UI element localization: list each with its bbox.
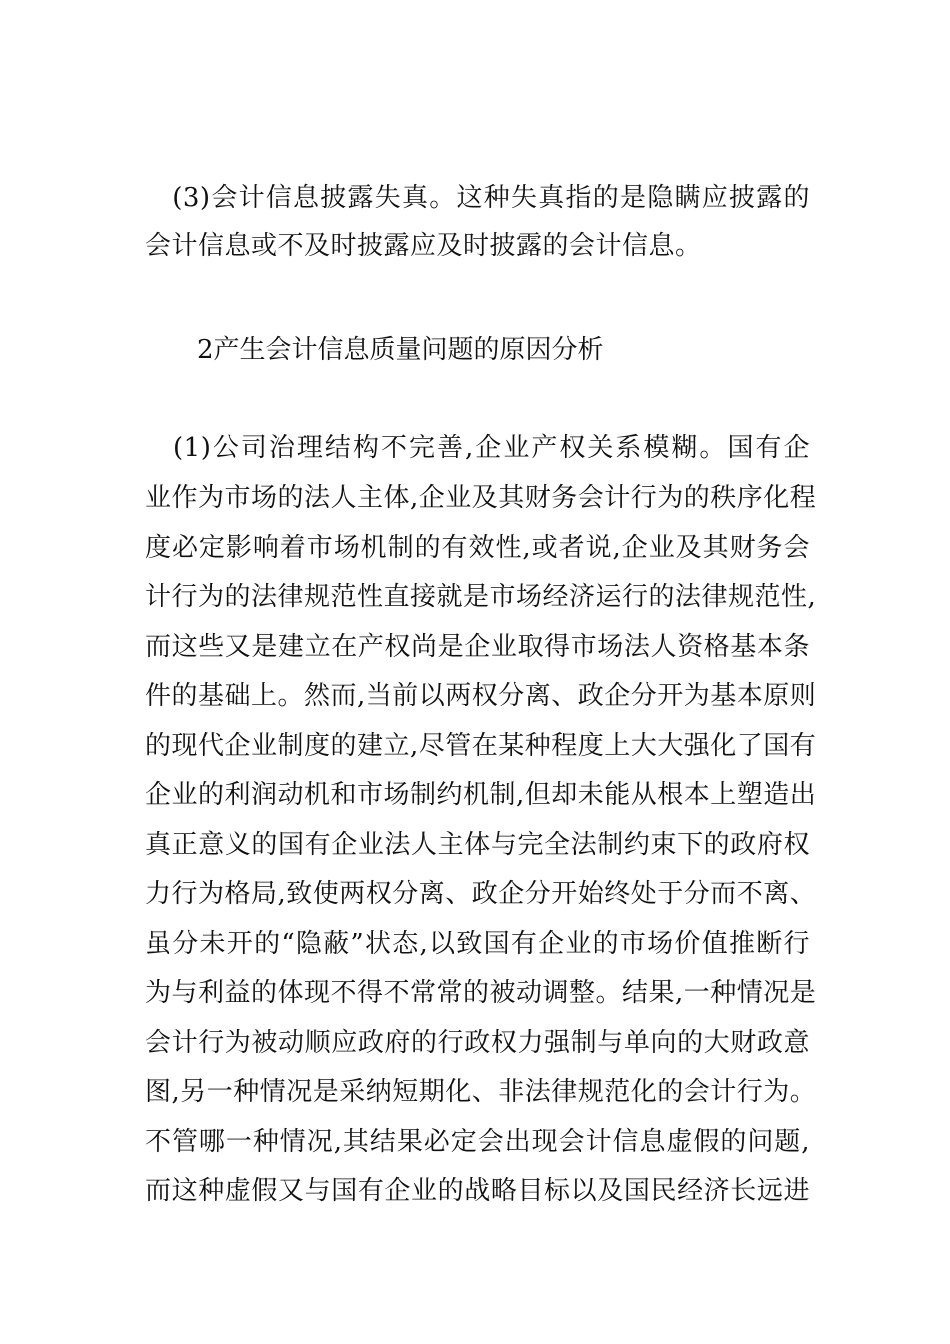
paragraph-line: 业作为市场的法人主体,企业及其财务会计行为的秩序化程 xyxy=(145,483,817,513)
paragraph-line: (1)公司治理结构不完善,企业产权关系模糊。国有企 xyxy=(145,433,810,463)
paragraph-line: 图,另一种情况是采纳短期化、非法律规范化的会计行为。 xyxy=(145,1077,817,1107)
paragraph-line: 会计信息或不及时披露应及时披露的会计信息。 xyxy=(145,231,702,261)
paragraph-line: 不管哪一种情况,其结果必定会出现会计信息虚假的问题, xyxy=(145,1127,810,1157)
paragraph-line: 为与利益的体现不得不常常的被动调整。结果,一种情况是 xyxy=(145,978,817,1008)
paragraph-line: 而这种虚假又与国有企业的战略目标以及国民经济长远进 xyxy=(145,1176,810,1206)
paragraph-line: 而这些又是建立在产权尚是企业取得市场法人资格基本条 xyxy=(145,632,810,662)
paragraph-line: (3)会计信息披露失真。这种失真指的是隐瞒应披露的 xyxy=(145,183,810,213)
paragraph-line: 的现代企业制度的建立,尽管在某种程度上大大强化了国有 xyxy=(145,731,817,761)
paragraph-line: 度必定影响着市场机制的有效性,或者说,企业及其财务会 xyxy=(145,533,810,563)
section-heading: 2产生会计信息质量问题的原因分析 xyxy=(197,335,604,365)
paragraph-line: 企业的利润动机和市场制约机制,但却未能从根本上塑造出 xyxy=(145,780,817,810)
paragraph-line: 件的基础上。然而,当前以两权分离、政企分开为基本原则 xyxy=(145,681,817,711)
paragraph-line: 会计行为被动顺应政府的行政权力强制与单向的大财政意 xyxy=(145,1028,810,1058)
paragraph-line: 力行为格局,致使两权分离、政企分开始终处于分而不离、 xyxy=(145,879,817,909)
paragraph-line: 虽分未开的“隐蔽”状态,以致国有企业的市场价值推断行 xyxy=(145,929,810,959)
paragraph-line: 真正意义的国有企业法人主体与完全法制约束下的政府权 xyxy=(145,830,810,860)
paragraph-line: 计行为的法律规范性直接就是市场经济运行的法律规范性, xyxy=(145,582,817,612)
